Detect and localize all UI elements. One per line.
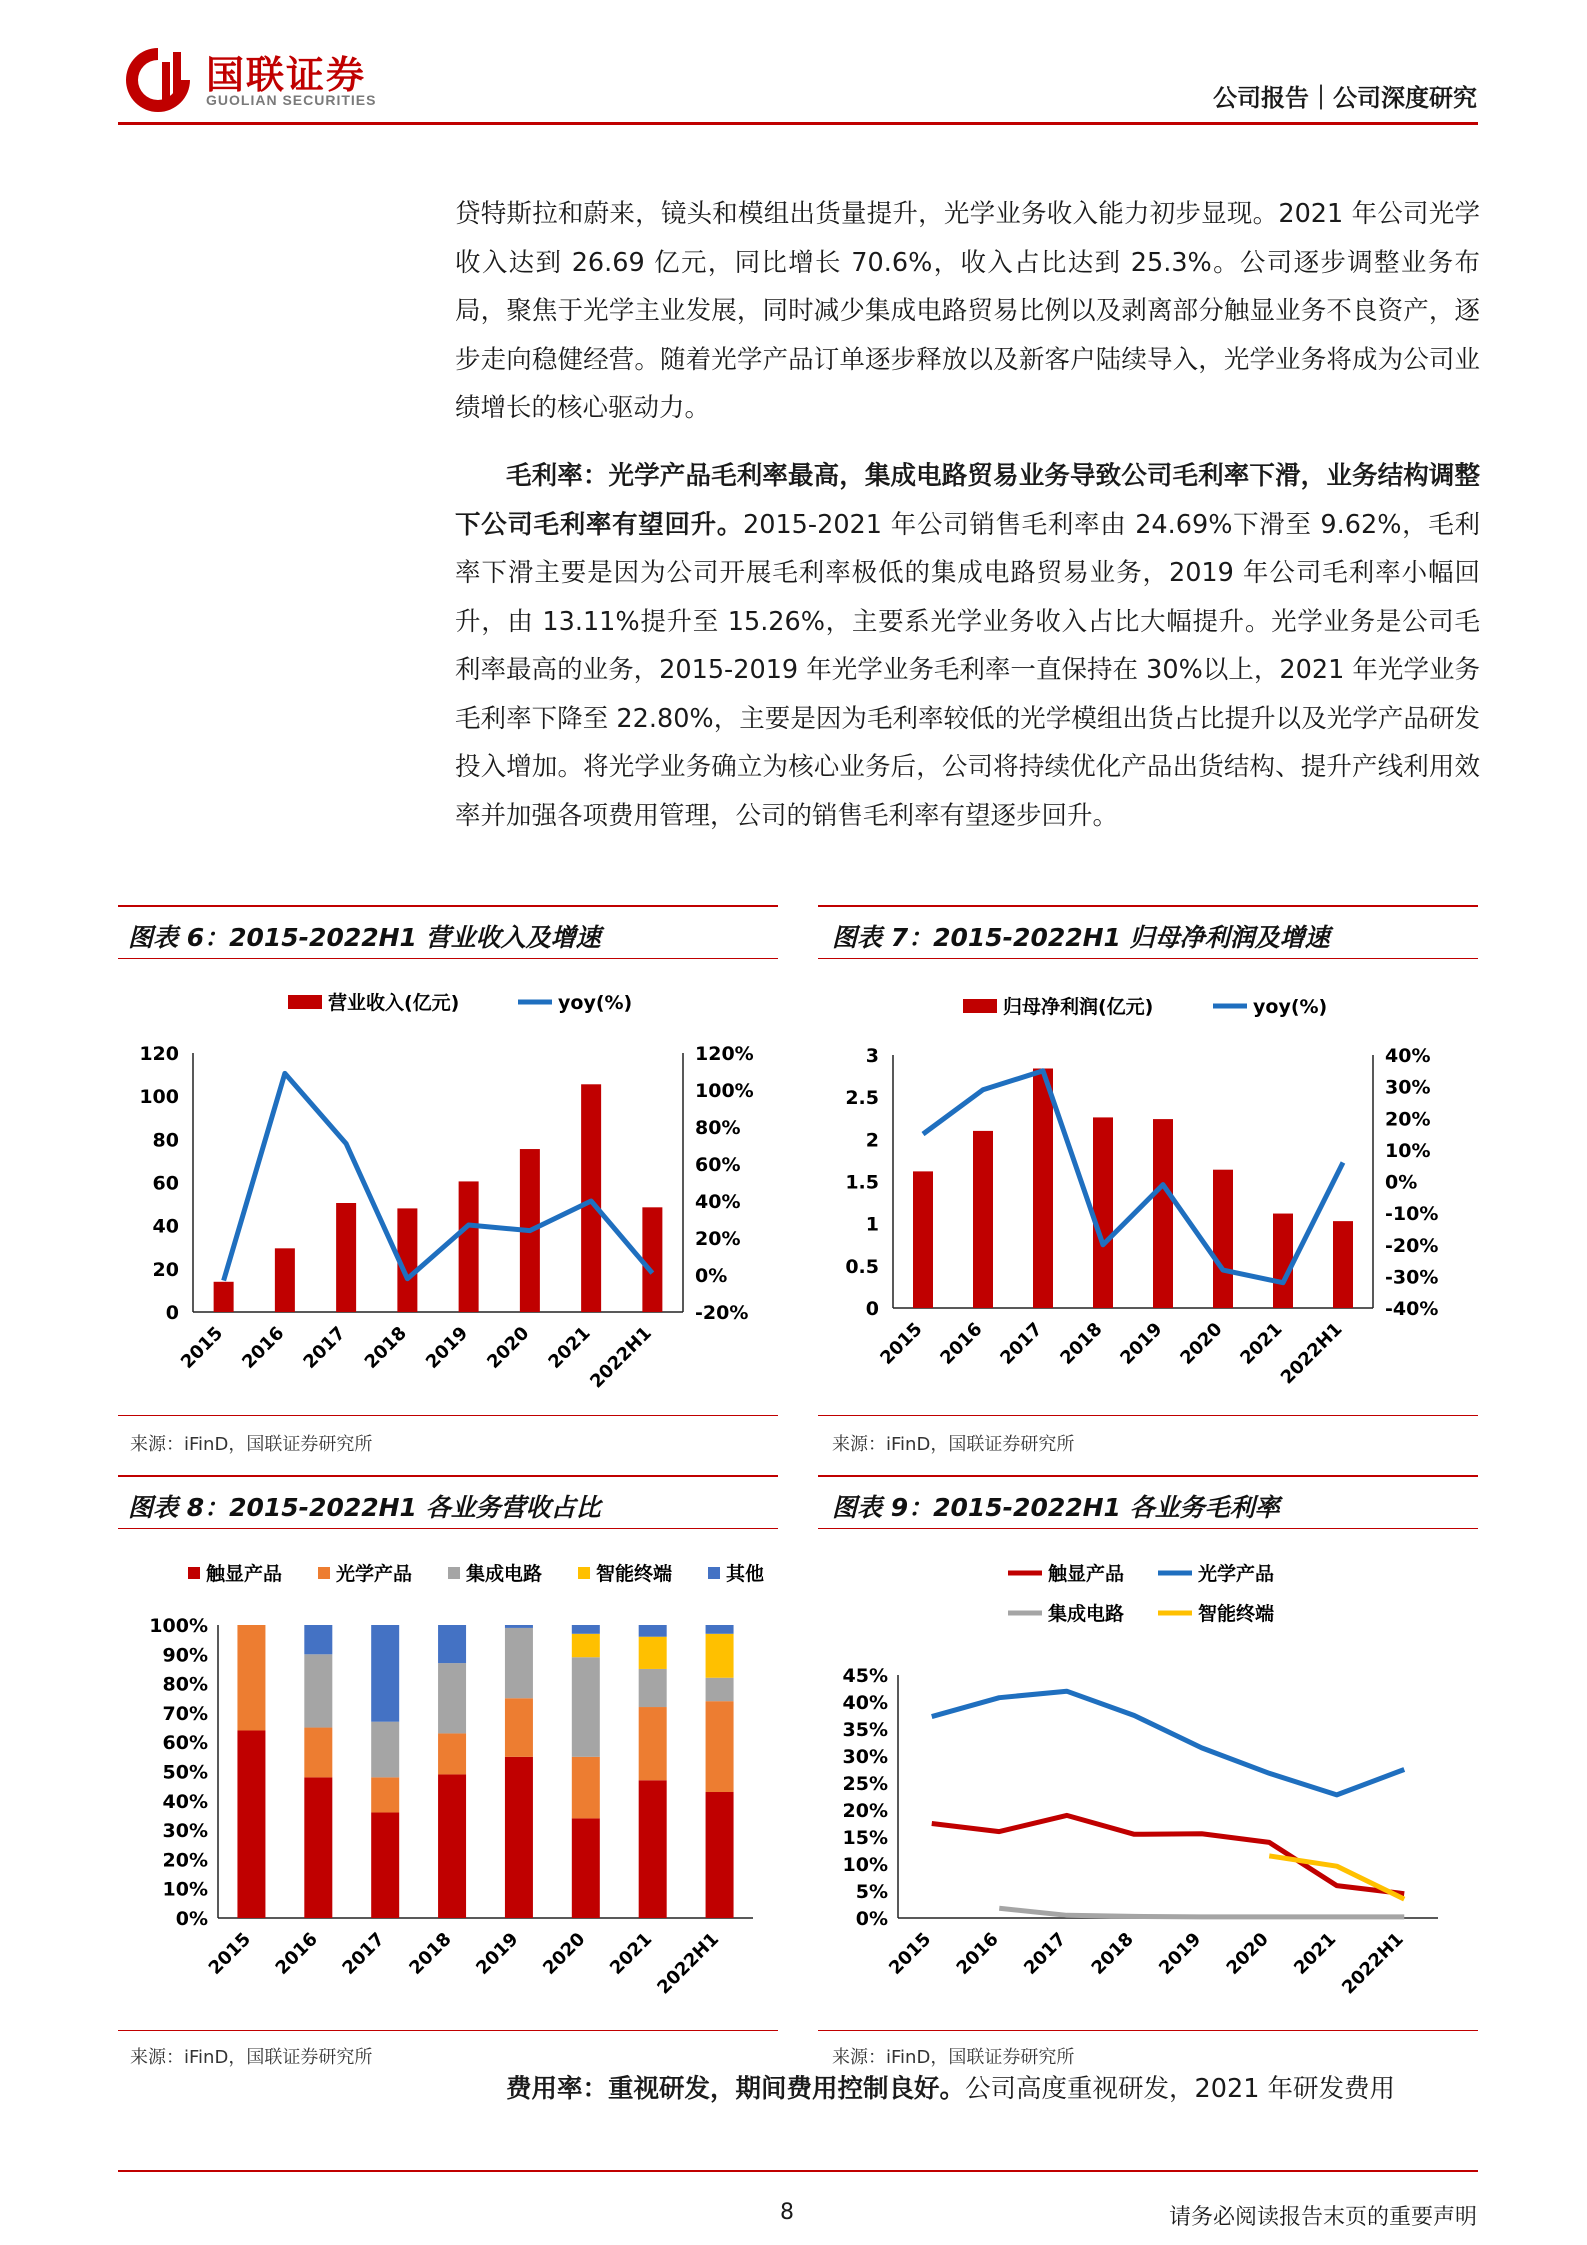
bar-segment: [639, 1669, 667, 1707]
bar-segment: [572, 1625, 600, 1634]
x-tick-label: 2016: [936, 1318, 987, 1369]
series-line: [932, 1815, 1405, 1893]
legend-label: 触显产品: [206, 1563, 283, 1585]
report-type: 公司报告｜公司深度研究: [1213, 84, 1477, 112]
page-number: 8: [780, 2200, 794, 2225]
bar-segment: [304, 1654, 332, 1727]
fig6-title: 图表 6：2015-2022H1 营业收入及增速: [128, 923, 601, 952]
x-tick-label: 2015: [204, 1928, 255, 1979]
y-tick-label-left: 0: [865, 1298, 879, 1320]
y-tick-label: 25%: [842, 1773, 888, 1795]
bar-segment: [237, 1730, 265, 1918]
y-tick-label-right: -40%: [1385, 1298, 1439, 1320]
y-tick-label: 30%: [162, 1820, 208, 1843]
fig6-title-rule: [118, 958, 778, 959]
x-tick-label: 2021: [1290, 1928, 1341, 1979]
y-tick-label: 60%: [162, 1732, 208, 1755]
y-tick-label-left: 2.5: [845, 1087, 879, 1110]
x-tick-label: 2017: [338, 1928, 389, 1979]
x-tick-label: 2016: [271, 1928, 322, 1979]
y-tick-label: 20%: [162, 1849, 208, 1872]
legend-label: yoy(%): [558, 992, 633, 1014]
y-tick-label: 10%: [162, 1878, 208, 1901]
y-tick-label: 40%: [162, 1790, 208, 1813]
company-logo: [118, 42, 408, 117]
y-tick-label: 5%: [855, 1881, 888, 1903]
y-tick-label: 90%: [162, 1644, 208, 1667]
x-tick-label: 2019: [1116, 1318, 1167, 1369]
bar-segment: [505, 1628, 533, 1698]
y-tick-label-right: 60%: [695, 1154, 741, 1176]
fig8-bottom-rule: [118, 2030, 778, 2031]
y-tick-label-right: 80%: [695, 1117, 741, 1139]
bar-segment: [304, 1728, 332, 1778]
y-tick-label-left: 1.5: [845, 1171, 879, 1194]
bar: [642, 1207, 662, 1312]
legend-label: 光学产品: [336, 1563, 413, 1585]
fig8-title: 图表 8：2015-2022H1 各业务营收占比: [128, 1493, 601, 1522]
legend-label: 营业收入(亿元): [328, 992, 460, 1014]
x-tick-label: 2022H1: [1276, 1318, 1347, 1389]
y-tick-label-right: 20%: [695, 1228, 741, 1250]
fig8-source: 来源：iFinD，国联证券研究所: [130, 2047, 373, 2068]
x-tick-label: 2016: [952, 1928, 1003, 1979]
fig8-chart: [118, 1535, 778, 2025]
x-tick-label: 2017: [1020, 1928, 1071, 1979]
x-tick-label: 2022H1: [653, 1928, 724, 1999]
y-tick-label: 0%: [855, 1908, 888, 1930]
fig6-top-rule: [118, 905, 778, 907]
bar-segment: [371, 1625, 399, 1722]
y-tick-label-left: 40: [152, 1215, 179, 1238]
y-tick-label-left: 80: [152, 1129, 179, 1152]
y-tick-label: 45%: [842, 1665, 888, 1687]
bar-segment: [639, 1780, 667, 1918]
bar-segment: [639, 1707, 667, 1780]
legend-swatch: [578, 1567, 590, 1579]
bar-segment: [706, 1625, 734, 1634]
bar-segment: [706, 1634, 734, 1678]
fig9-title: 图表 9：2015-2022H1 各业务毛利率: [832, 1493, 1280, 1522]
fig7-top-rule: [818, 905, 1478, 907]
bar-segment: [572, 1818, 600, 1918]
bar-segment: [438, 1625, 466, 1663]
paragraph-text: 公司高度重视研发，2021 年研发费用: [965, 2074, 1396, 2104]
y-tick-label: 15%: [842, 1827, 888, 1849]
bar-segment: [438, 1663, 466, 1733]
y-tick-label-right: 0%: [1385, 1171, 1418, 1194]
x-tick-label: 2020: [1222, 1928, 1273, 1979]
logo-text-cn: 国联证券: [206, 53, 367, 97]
x-tick-label: 2018: [1087, 1928, 1138, 1979]
legend-label: 集成电路: [1048, 1603, 1125, 1625]
y-tick-label-left: 0.5: [845, 1255, 879, 1278]
logo-mark-icon: [118, 42, 198, 117]
bar: [1213, 1170, 1233, 1308]
fig8-top-rule: [118, 1475, 778, 1477]
y-tick-label-right: 30%: [1385, 1076, 1431, 1099]
legend-label: 其他: [726, 1563, 765, 1585]
paragraph-expense: [455, 2065, 1480, 2114]
legend-label: 归母净利润(亿元): [1003, 996, 1154, 1018]
y-tick-label-left: 0: [165, 1302, 179, 1324]
y-tick-label-left: 2: [865, 1129, 879, 1152]
fig8-title-rule: [118, 1528, 778, 1529]
x-tick-label: 2015: [885, 1928, 936, 1979]
x-tick-label: 2015: [876, 1318, 927, 1369]
fig7-chart: [818, 965, 1478, 1410]
bar-segment: [304, 1625, 332, 1654]
y-tick-label-right: 0%: [695, 1265, 728, 1287]
series-line: [932, 1691, 1405, 1795]
fig6-bottom-rule: [118, 1415, 778, 1416]
y-tick-label-right: 20%: [1385, 1108, 1431, 1131]
logo-text-en: GUOLIAN SECURITIES: [206, 92, 377, 108]
bar-segment: [505, 1625, 533, 1628]
x-tick-label: 2018: [1056, 1318, 1107, 1369]
footer-rule: [118, 2170, 1478, 2172]
fig9-chart: [818, 1535, 1478, 2025]
legend-label: 触显产品: [1048, 1563, 1125, 1585]
bar-segment: [706, 1678, 734, 1701]
y-tick-label: 80%: [162, 1673, 208, 1696]
legend-swatch: [963, 999, 997, 1013]
y-tick-label: 70%: [162, 1702, 208, 1725]
bar-segment: [371, 1777, 399, 1812]
fig7-title-rule: [818, 958, 1478, 959]
y-tick-label: 50%: [162, 1761, 208, 1784]
y-tick-label-left: 60: [152, 1172, 179, 1195]
y-tick-label: 40%: [842, 1692, 888, 1714]
x-tick-label: 2017: [996, 1318, 1047, 1369]
x-tick-label: 2015: [176, 1322, 228, 1373]
x-tick-label: 2021: [544, 1322, 595, 1373]
footer-disclaimer: 请务必阅读报告末页的重要声明: [1168, 2205, 1477, 2230]
bar-segment: [304, 1777, 332, 1918]
y-tick-label: 10%: [842, 1854, 888, 1876]
bar-segment: [572, 1657, 600, 1757]
y-tick-label-right: 40%: [695, 1191, 741, 1213]
y-tick-label: 100%: [149, 1615, 208, 1637]
y-tick-label-left: 20: [152, 1258, 179, 1281]
paragraph-heading: 毛利率：光学产品毛利率最高，集成电路贸易业务导致公司毛利率下滑，业务结构调整下公司毛利率有望回升。: [455, 461, 1480, 540]
y-tick-label-right: 100%: [695, 1080, 754, 1102]
bar-segment: [572, 1634, 600, 1657]
bar-segment: [438, 1774, 466, 1918]
bar-segment: [572, 1757, 600, 1819]
bar-segment: [371, 1813, 399, 1918]
y-tick-label-right: 120%: [695, 1043, 754, 1065]
y-tick-label-left: 120: [139, 1043, 179, 1065]
x-tick-label: 2019: [472, 1928, 523, 1979]
legend-swatch: [708, 1567, 720, 1579]
fig7-bottom-rule: [818, 1415, 1478, 1416]
legend-label: 集成电路: [466, 1563, 543, 1585]
x-tick-label: 2019: [1155, 1928, 1206, 1979]
fig9-source: 来源：iFinD，国联证券研究所: [832, 2047, 1075, 2068]
bar: [459, 1181, 479, 1312]
y-tick-label: 20%: [842, 1800, 888, 1822]
bar-segment: [706, 1701, 734, 1792]
x-tick-label: 2018: [405, 1928, 456, 1979]
y-tick-label-right: -20%: [1385, 1234, 1439, 1257]
y-tick-label-right: -20%: [695, 1302, 749, 1324]
series-line: [999, 1908, 1404, 1917]
bar: [973, 1131, 993, 1308]
legend-swatch: [288, 995, 322, 1009]
bar: [1333, 1221, 1353, 1308]
y-tick-label: 0%: [175, 1908, 208, 1930]
fig9-title-rule: [818, 1528, 1478, 1529]
y-tick-label-right: -30%: [1385, 1266, 1439, 1289]
legend-label: yoy(%): [1253, 996, 1328, 1018]
bar: [1153, 1119, 1173, 1308]
y-tick-label-right: -10%: [1385, 1203, 1439, 1226]
paragraph-text: 2015-2021 年公司销售毛利率由 24.69%下滑至 9.62%，毛利率下滑主要是因为公司开展毛利率极低的集成电路贸易业务，2019 年公司毛利率小幅回升，由 13.11%提升至 15.26%，主要系光学业务收入占比大幅提升。光学业务是公司毛利率最高的业务，2015-2019 年光学业务毛利率一直保持在 30%以上，2021 年光学业务毛利率下降至 22.80%，主要是因为毛利率较低的光学模组出货占比提升以及光学产品研发投入增加。将光学业务确立为核心业务后，公司将持续优化产品出货结构、提升产线利用效率并加强各项费用管理，公司的销售毛利率有望逐步回升。: [455, 509, 1480, 831]
fig6-chart: [118, 965, 778, 1410]
bar: [581, 1084, 601, 1312]
bar: [214, 1282, 234, 1312]
paragraph-text: 贷特斯拉和蔚来，镜头和模组出货量提升，光学业务收入能力初步显现。2021 年公司光学收入达到 26.69 亿元，同比增长 70.6%，收入占比达到 25.3%。公司逐步调整业务布局，聚焦于光学主业发展，同时减少集成电路贸易比例以及剥离部分触显业务不良资产，逐步走向稳健经营。随着光学产品订单逐步释放以及新客户陆续导入，光学业务将成为公司业绩增长的核心驱动力。: [455, 199, 1480, 423]
legend-swatch: [448, 1567, 460, 1579]
x-tick-label: 2021: [1236, 1318, 1287, 1369]
y-tick-label-right: 10%: [1385, 1139, 1431, 1162]
fig9-bottom-rule: [818, 2030, 1478, 2031]
x-tick-label: 2021: [605, 1928, 657, 1979]
bar: [913, 1171, 933, 1308]
x-tick-label: 2017: [299, 1322, 350, 1373]
x-tick-label: 2022H1: [586, 1322, 656, 1393]
bar-segment: [438, 1733, 466, 1774]
bar: [1093, 1117, 1113, 1308]
bar-segment: [371, 1722, 399, 1778]
fig9-top-rule: [818, 1475, 1478, 1477]
bar-segment: [639, 1625, 667, 1637]
x-tick-label: 2016: [238, 1322, 289, 1373]
legend-swatch: [318, 1567, 330, 1579]
bar-segment: [505, 1698, 533, 1757]
y-tick-label: 35%: [842, 1719, 888, 1741]
fig6-source: 来源：iFinD，国联证券研究所: [130, 1434, 373, 1455]
bar: [1033, 1068, 1053, 1308]
bar-segment: [237, 1625, 265, 1730]
bar: [275, 1248, 295, 1312]
paragraph-gross-margin: [455, 452, 1480, 840]
y-tick-label-left: 100: [139, 1086, 179, 1109]
bar-segment: [505, 1757, 533, 1918]
x-tick-label: 2022H1: [1338, 1928, 1408, 1999]
x-tick-label: 2018: [360, 1322, 411, 1373]
x-tick-label: 2019: [421, 1322, 473, 1373]
bar-segment: [639, 1637, 667, 1669]
x-tick-label: 2020: [1176, 1318, 1227, 1369]
bar: [1273, 1214, 1293, 1308]
legend-label: 光学产品: [1198, 1563, 1275, 1585]
fig7-title: 图表 7：2015-2022H1 归母净利润及增速: [832, 923, 1330, 952]
y-tick-label-left: 1: [865, 1213, 879, 1236]
paragraph-optics: [455, 190, 1480, 433]
x-tick-label: 2020: [539, 1928, 590, 1979]
legend-label: 智能终端: [596, 1563, 673, 1585]
header-rule: [118, 122, 1478, 125]
bar-segment: [706, 1792, 734, 1918]
legend-label: 智能终端: [1198, 1603, 1275, 1625]
bar: [336, 1203, 356, 1312]
legend-swatch: [188, 1567, 200, 1579]
y-tick-label: 30%: [842, 1746, 888, 1768]
paragraph-heading: 费用率：重视研发，期间费用控制良好。: [506, 2074, 966, 2104]
x-tick-label: 2020: [483, 1322, 534, 1373]
fig7-source: 来源：iFinD，国联证券研究所: [832, 1434, 1075, 1455]
y-tick-label-right: 40%: [1385, 1045, 1431, 1067]
y-tick-label-left: 3: [865, 1045, 879, 1067]
